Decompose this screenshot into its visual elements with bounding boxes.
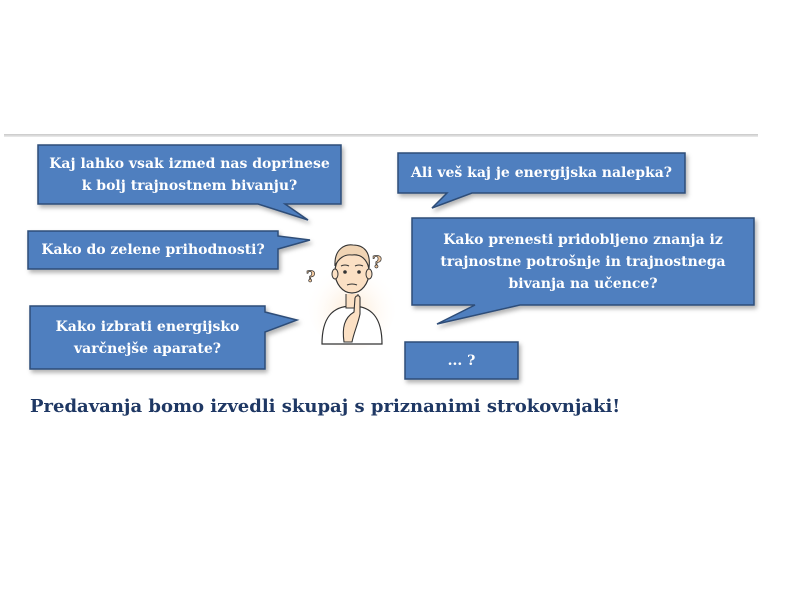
bubble-text-1: Kaj lahko vsak izmed nas doprinese k bolj trajnostnem bivanju? — [49, 155, 330, 194]
svg-text:?: ? — [306, 267, 316, 286]
footer-announcement: Predavanja bomo izvedli skupaj s priznanimi strokovnjaki! — [30, 396, 621, 417]
bubble-text-4: Kako prenesti pridobljeno znanja iz trajnostne potrošnje in trajnostnega bivanja na učence? — [440, 231, 726, 292]
svg-text:?: ? — [372, 253, 382, 273]
bubble-text-6: ... ? — [447, 352, 476, 369]
thinking-person-icon — [300, 232, 400, 350]
bubble-text-5: Kako izbrati energijsko varčnejše aparate? — [55, 318, 240, 357]
bubble-text-2: Ali veš kaj je energijska nalepka? — [410, 165, 673, 181]
bubble-text-3: Kako do zelene prihodnosti? — [41, 242, 265, 258]
